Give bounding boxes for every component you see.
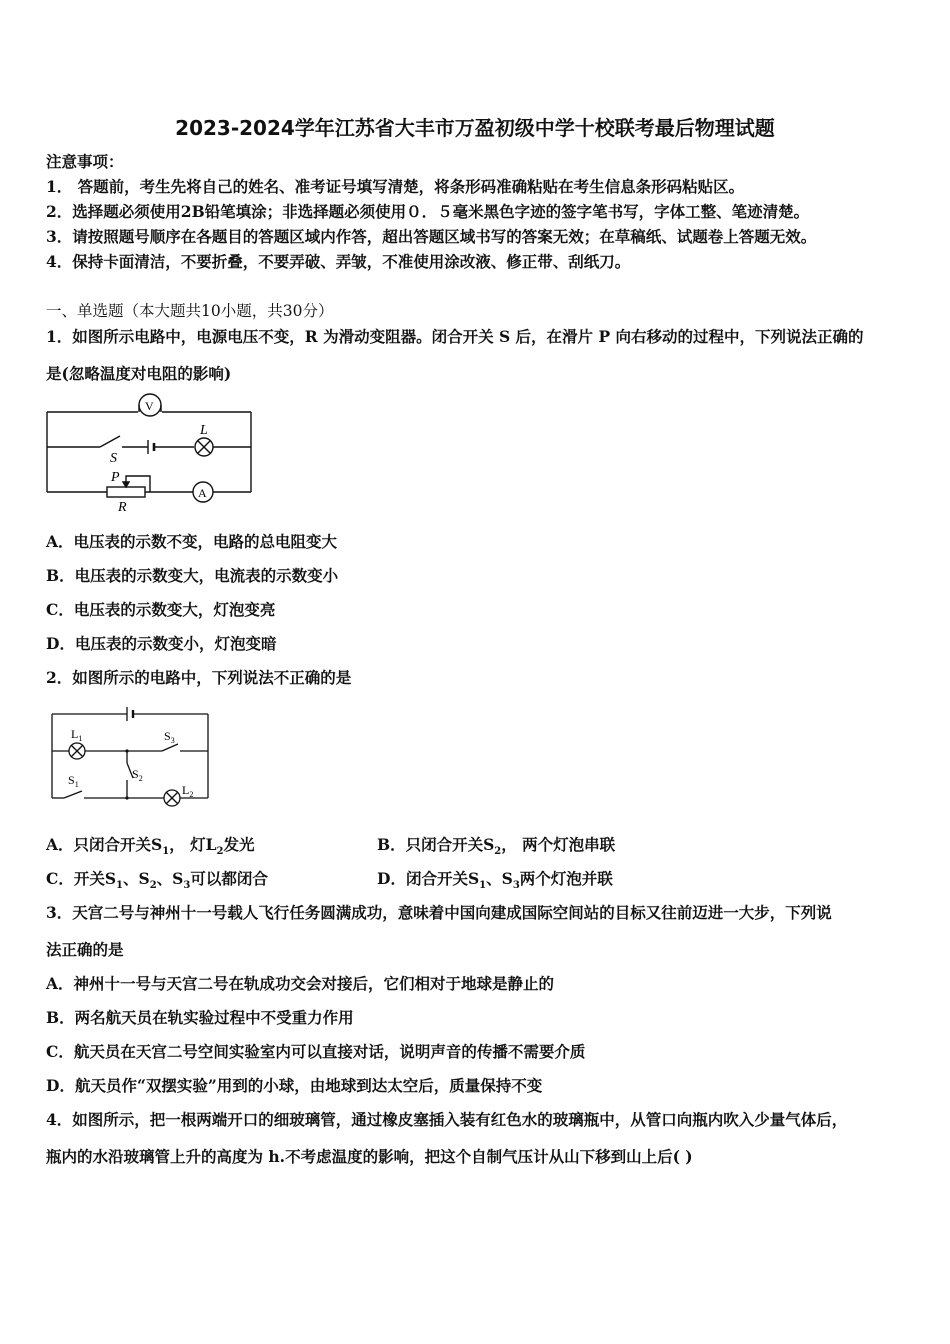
notice-item: 2．选择题必须使用2B铅笔填涂；非选择题必须使用０．５毫米黑色字迹的签字笔书写，字体工整、笔迹清楚。 bbox=[46, 202, 810, 221]
q3-option-a: A．神州十一号与天宫二号在轨成功交会对接后，它们相对于地球是静止的 bbox=[46, 974, 555, 993]
q2-stem: 2．如图所示的电路中，下列说法不正确的是 bbox=[46, 668, 352, 687]
lamp-l1-label: L bbox=[71, 727, 79, 741]
switch-label: S bbox=[110, 451, 117, 466]
switch-s-symbol bbox=[100, 436, 120, 447]
q2-option-c: C．开关$S_1$、$S_2$、$S_3$可以都闭合 bbox=[46, 869, 268, 892]
q2-option-a: A．只闭合开关$S_1$， 灯$L_2$发光 bbox=[46, 835, 255, 858]
notice-heading: 注意事项： bbox=[46, 152, 124, 171]
svg-text:S3: $S_3$ bbox=[164, 729, 175, 745]
lamp-label: L bbox=[200, 423, 208, 438]
q3-stem-line2: 法正确的是 bbox=[46, 940, 124, 959]
notice-item: 4．保持卡面清洁，不要折叠，不要弄破、弄皱，不准使用涂改液、修正带、刮纸刀。 bbox=[46, 252, 631, 271]
slider-label: P bbox=[111, 470, 120, 485]
lamp-l2-label: L bbox=[182, 783, 190, 797]
voltmeter-label: V bbox=[145, 399, 154, 413]
notice-item: 3．请按照题号顺序在各题目的答题区域内作答，超出答题区域书写的答案无效；在草稿纸、试题卷上答题无效。 bbox=[46, 227, 817, 246]
q1-option-c: C．电压表的示数变大，灯泡变亮 bbox=[46, 600, 276, 619]
q3-option-d: D．航天员作“双摆实验”用到的小球，由地球到达太空后，质量保持不变 bbox=[46, 1076, 543, 1095]
svg-text:S2: $S_2$ bbox=[132, 767, 143, 783]
q1-option-b: B．电压表的示数变大，电流表的示数变小 bbox=[46, 566, 339, 585]
q1-circuit-diagram bbox=[40, 390, 260, 520]
switch-s3-label: S bbox=[164, 729, 171, 743]
svg-text:L2: $L_2$ bbox=[182, 783, 194, 799]
switch-s2-label: S bbox=[132, 767, 139, 781]
svg-text:S1: $S_1$ bbox=[68, 773, 79, 789]
switch-s3-symbol bbox=[162, 744, 178, 751]
q1-stem-line1: 1．如图所示电路中，电源电压不变，R 为滑动变阻器。闭合开关 S 后，在滑片 P 向右移动的过程中，下列说法正确的 bbox=[46, 327, 864, 346]
switch-s1-label: S bbox=[68, 773, 75, 787]
q3-option-b: B．两名航天员在轨实验过程中不受重力作用 bbox=[46, 1008, 354, 1027]
q1-option-d: D．电压表的示数变小，灯泡变暗 bbox=[46, 634, 277, 653]
q3-stem-line1: 3．天宫二号与神州十一号载人飞行任务圆满成功，意味着中国向建成国际空间站的目标又往前迈进一大步，下列说 bbox=[46, 903, 832, 922]
rheostat-label: R bbox=[118, 500, 127, 515]
q4-stem-line1: 4．如图所示，把一根两端开口的细玻璃管，通过橡皮塞插入装有红色水的玻璃瓶中，从管口向瓶内吹入少量气体后， bbox=[46, 1110, 848, 1129]
notice-item: 1． 答题前，考生先将自己的姓名、准考证号填写清楚，将条形码准确粘贴在考生信息条形码粘贴区。 bbox=[46, 177, 745, 196]
q1-option-a: A．电压表的示数不变，电路的总电阻变大 bbox=[46, 532, 338, 551]
switch-s1-symbol bbox=[64, 791, 82, 798]
q2-option-b: B．只闭合开关$S_2$， 两个灯泡串联 bbox=[377, 835, 616, 858]
rheostat-symbol bbox=[107, 487, 145, 497]
section-heading: 一、单选题（本大题共10小题，共30分） bbox=[46, 302, 334, 320]
q2-option-d: D．闭合开关$S_1$、$S_3$两个灯泡并联 bbox=[377, 869, 613, 892]
ammeter-label: A bbox=[198, 486, 207, 500]
q4-stem-line2: 瓶内的水沿玻璃管上升的高度为 h.不考虑温度的影响，把这个自制气压计从山下移到山上后( ) bbox=[46, 1147, 693, 1166]
svg-text:L1: $L_1$ bbox=[71, 727, 83, 743]
q2-circuit-diagram bbox=[44, 700, 214, 810]
page-title: 2023-2024学年江苏省大丰市万盈初级中学十校联考最后物理试题 bbox=[175, 116, 775, 140]
q1-stem-line2: 是(忽略温度对电阻的影响) bbox=[46, 364, 232, 383]
q3-option-c: C．航天员在天宫二号空间实验室内可以直接对话，说明声音的传播不需要介质 bbox=[46, 1042, 586, 1061]
